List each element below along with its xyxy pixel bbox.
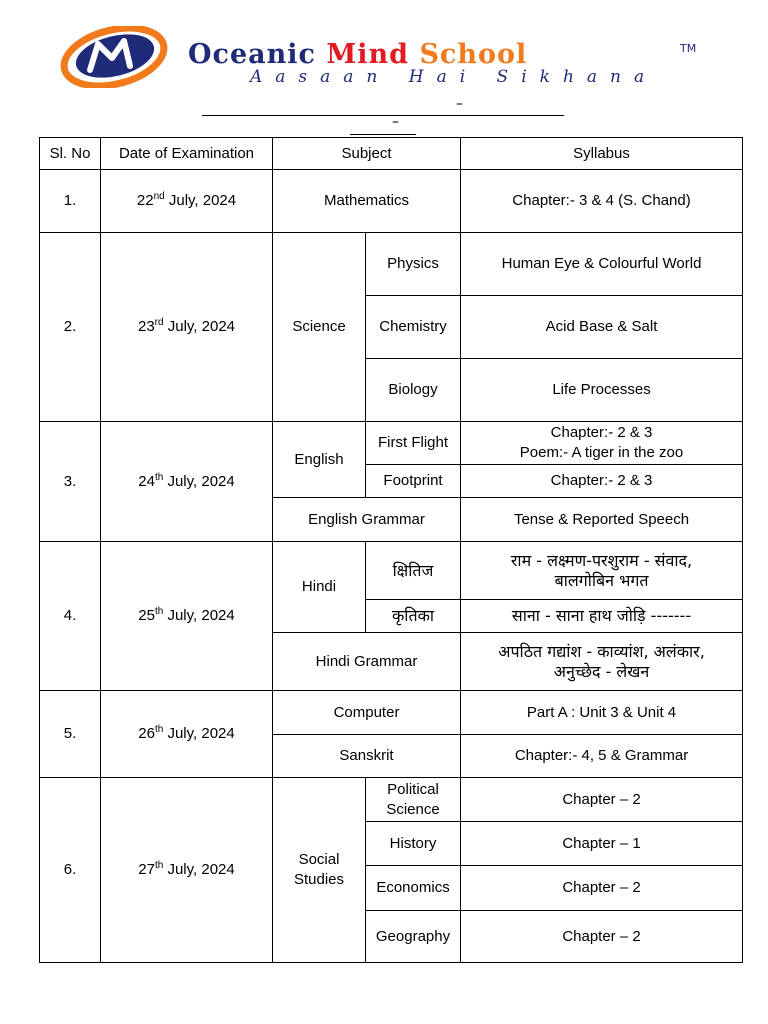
table-row bbox=[40, 422, 743, 465]
serial-number: 3. bbox=[40, 422, 101, 542]
sub-subject-cell: Economics bbox=[366, 866, 461, 911]
syllabus-cell: Chapter – 2 bbox=[461, 866, 743, 911]
sub-subject-cell: Political Science bbox=[366, 778, 461, 822]
subject-cell: Sanskrit bbox=[273, 735, 461, 778]
school-logo bbox=[60, 26, 170, 88]
exam-date: 26th July, 2024 bbox=[101, 691, 273, 778]
subject-cell: English bbox=[273, 422, 366, 498]
sub-subject-cell: कृतिका bbox=[366, 600, 461, 633]
trademark-mark: TM bbox=[680, 42, 697, 55]
subject-cell: Science bbox=[273, 233, 366, 422]
school-tagline: Aasaan Hai Sikhana bbox=[250, 67, 658, 87]
syllabus-cell: Chapter:- 3 & 4 (S. Chand) bbox=[461, 170, 743, 233]
syllabus-cell: Human Eye & Colourful World bbox=[461, 233, 743, 296]
serial-number: 2. bbox=[40, 233, 101, 422]
exam-date: 23rd July, 2024 bbox=[101, 233, 273, 422]
serial-number: 6. bbox=[40, 778, 101, 963]
syllabus-cell: Chapter – 2 bbox=[461, 778, 743, 822]
syllabus-cell: Life Processes bbox=[461, 359, 743, 422]
syllabus-cell: राम - लक्ष्मण-परशुराम - संवाद, बालगोबिन भगत bbox=[461, 542, 743, 600]
sub-subject-cell: History bbox=[366, 822, 461, 866]
brand-word-mind: Mind bbox=[326, 39, 410, 70]
serial-number: 4. bbox=[40, 542, 101, 691]
exam-schedule-table bbox=[39, 137, 743, 963]
sub-subject-cell: Geography bbox=[366, 911, 461, 963]
syllabus-cell: Part A : Unit 3 & Unit 4 bbox=[461, 691, 743, 735]
title-dash-1: – bbox=[456, 96, 463, 112]
subject-cell: Social Studies bbox=[273, 778, 366, 963]
syllabus-cell: अपठित गद्यांश - काव्यांश, अलंकार, अनुच्छेद - लेखन bbox=[461, 633, 743, 691]
subject-cell: Hindi bbox=[273, 542, 366, 633]
header-syllabus: Syllabus bbox=[461, 138, 743, 170]
header-sl-no: Sl. No bbox=[40, 138, 101, 170]
title-dash-2: – bbox=[392, 114, 399, 130]
header-subject: Subject bbox=[273, 138, 461, 170]
sub-subject-cell: क्षितिज bbox=[366, 542, 461, 600]
syllabus-cell: साना - साना हाथ जोड़ि ------- bbox=[461, 600, 743, 633]
exam-date: 22nd July, 2024 bbox=[101, 170, 273, 233]
sub-subject-cell: Biology bbox=[366, 359, 461, 422]
subject-cell: English Grammar bbox=[273, 498, 461, 542]
subject-cell: Mathematics bbox=[273, 170, 461, 233]
brand-word-school: School bbox=[419, 39, 528, 70]
syllabus-cell: Chapter – 2 bbox=[461, 911, 743, 963]
subject-cell: Hindi Grammar bbox=[273, 633, 461, 691]
subject-cell: Computer bbox=[273, 691, 461, 735]
exam-date: 24th July, 2024 bbox=[101, 422, 273, 542]
school-header bbox=[60, 26, 720, 92]
title-underline-short bbox=[350, 134, 416, 135]
brand-word-oceanic: Oceanic bbox=[188, 39, 316, 70]
table-header-row bbox=[40, 138, 743, 170]
table-row bbox=[40, 691, 743, 735]
table-row bbox=[40, 542, 743, 600]
exam-date: 27th July, 2024 bbox=[101, 778, 273, 963]
table-row bbox=[40, 233, 743, 296]
serial-number: 5. bbox=[40, 691, 101, 778]
title-underline bbox=[202, 115, 564, 116]
serial-number: 1. bbox=[40, 170, 101, 233]
sub-subject-cell: First Flight bbox=[366, 422, 461, 465]
syllabus-cell: Acid Base & Salt bbox=[461, 296, 743, 359]
syllabus-cell: Chapter:- 4, 5 & Grammar bbox=[461, 735, 743, 778]
sub-subject-cell: Footprint bbox=[366, 465, 461, 498]
exam-date: 25th July, 2024 bbox=[101, 542, 273, 691]
header-date: Date of Examination bbox=[101, 138, 273, 170]
school-name bbox=[188, 40, 527, 70]
syllabus-cell: Chapter:- 2 & 3 bbox=[461, 465, 743, 498]
sub-subject-cell: Chemistry bbox=[366, 296, 461, 359]
table-row bbox=[40, 778, 743, 822]
sub-subject-cell: Physics bbox=[366, 233, 461, 296]
syllabus-cell: Tense & Reported Speech bbox=[461, 498, 743, 542]
table-row bbox=[40, 170, 743, 233]
syllabus-cell: Chapter:- 2 & 3 Poem:- A tiger in the zoo bbox=[461, 422, 743, 465]
syllabus-cell: Chapter – 1 bbox=[461, 822, 743, 866]
